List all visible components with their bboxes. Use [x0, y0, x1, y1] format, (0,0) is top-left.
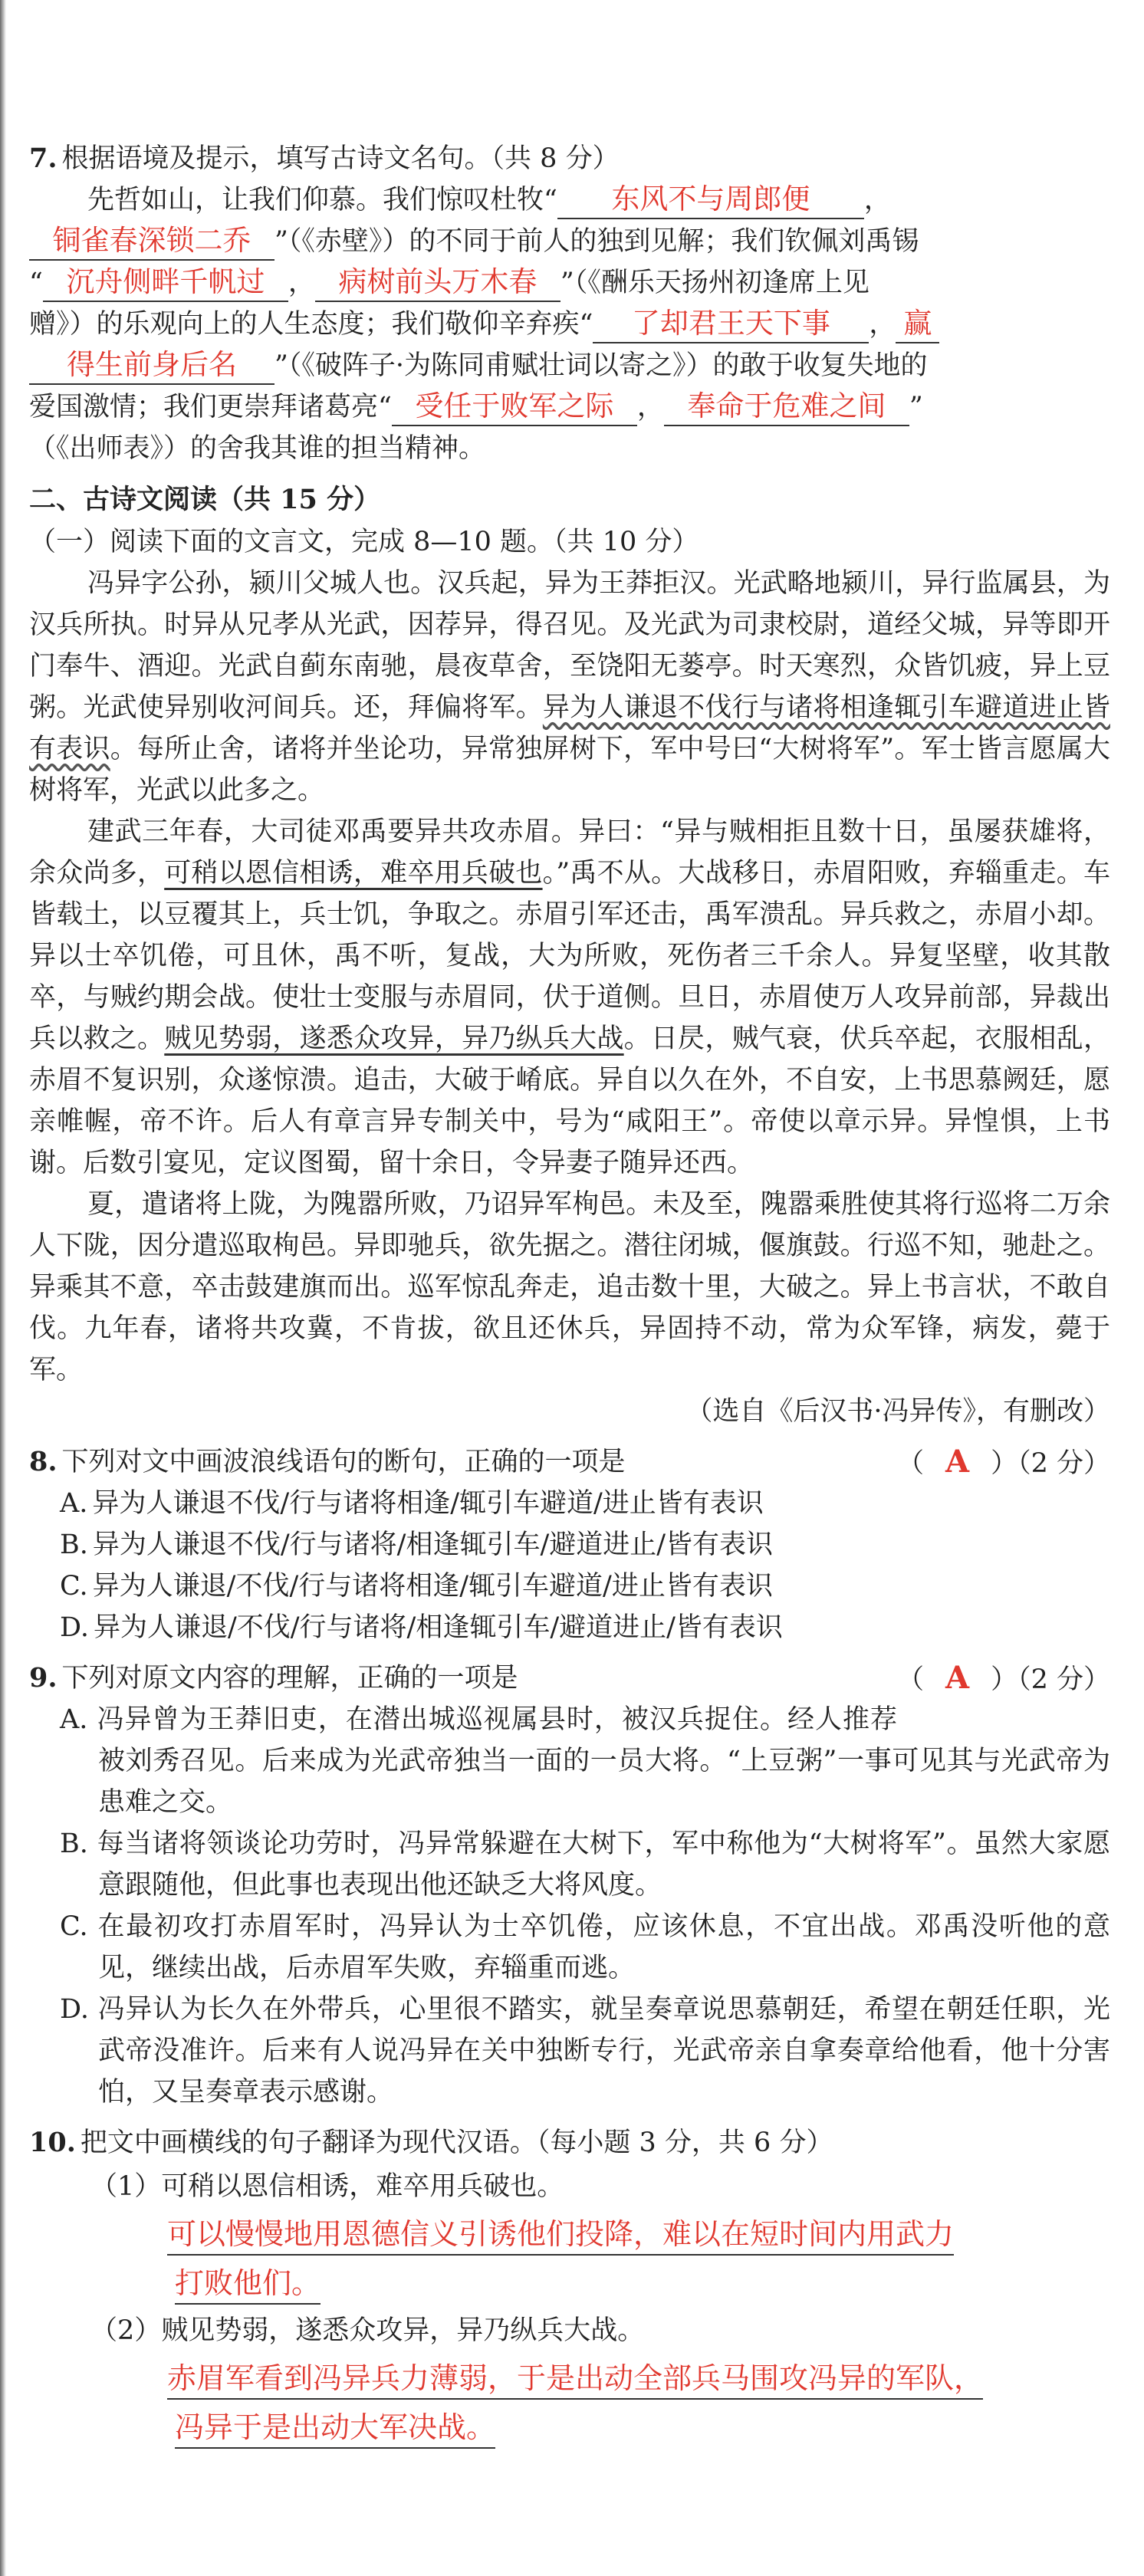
text-segment: ， [288, 268, 315, 298]
question-10 [29, 2122, 1110, 2452]
paren: ） [991, 1448, 1018, 1479]
translation-line: 打败他们。 [175, 2266, 321, 2305]
answer-blank: 病树前头万木春 [315, 264, 560, 302]
paren: （ [897, 1448, 925, 1479]
question-number: 9. [29, 1662, 58, 1694]
passage-paragraph: 夏，遣诸将上陇，为隗嚣所败，乃诏异军栒邑。未及至，隗嚣乘胜使其将行巡将二万余人下陇，因分遣巡取栒邑。异即驰兵，欲先据之。潜往闭城，偃旗鼓。行巡不知，驰赴之。异乘其不意，卒击鼓建旗而出。巡军惊乱奔走，追击数十里，大破之。异上书言状，不敢自伐。九年春，诸将共攻冀，不肯拔，欲且还休兵，异固持不动，常为众军锋，病发，薨于军。 [29, 1189, 1110, 1385]
underlined-sentence: 贼见势弱，遂悉众攻异，异乃纵兵大战 [164, 1024, 624, 1054]
option-text: 在最初攻打赤眉军时，冯异认为士卒饥倦，应该休息，不宜出战。邓禹没听他的意见，继续出战，后赤眉军失败，弃辎重而逃。 [97, 1911, 1110, 1983]
passage-text: 。每所止舍，诸将并坐论功，异常独屏树下，军中号曰“大树将军”。军士皆言愿属大树将军，光武以此多之。 [29, 734, 1110, 806]
option-label: A. [60, 1704, 88, 1735]
translation-line: 赤眉军看到冯异兵力薄弱，于是出动全部兵马围攻冯异的军队， [167, 2361, 983, 2400]
text-segment: 爱国激情；我们更崇拜诸葛亮“ [29, 392, 392, 422]
passage-text: 。”禹不从。大战移日，赤眉阳败，弃辎重走。车皆载土，以豆覆其上，兵士饥，争取之。赤眉引军还击，禹军溃乱。异兵救之，赤眉小却。异以士卒饥倦，可且休，禹不听，复战，大为所败，死伤者三千余人。异复坚壁，收其散卒，与贼约期会战。使壮士变服与赤眉同，伏于道侧。旦日，赤眉使万人攻异前部，异裁出兵以救之。 [29, 858, 1110, 1054]
answer-blank: 东风不与周郎便 [557, 181, 864, 219]
chosen-answer: A [945, 1660, 970, 1696]
answer-box [897, 1658, 1110, 1700]
option [29, 1989, 1110, 2113]
option-text: 异为人谦退不伐/行与诸将相逢/辄引车避道/进止皆有表识 [92, 1488, 764, 1519]
question-score: （2 分） [1017, 1664, 1110, 1695]
passage-text: 。日昃，贼气衰，伏兵卒起，衣服相乱，赤眉不复识别，众遂惊溃。追击，大破于崤底。异自以久在外，不自安，上书思慕阙廷，愿亲帷幄，帝不许。后人有章言异专制关中，号为“咸阳王”。帝使以章示异。异惶惧，上书谢。后数引宴见，定议图蜀，留十余日，令异妻子随异还西。 [29, 1024, 1110, 1178]
option-text: 冯异认为长久在外带兵，心里很不踏实，就呈奏章说思慕朝廷，希望在朝廷任职，光武帝没准许。后来有人说冯异在关中独断专行，光武帝亲自拿奏章给他看，他十分害怕，又呈奏章表示感谢。 [97, 1994, 1110, 2108]
text-segment: ”（《破阵子·为陈同甫赋壮词以寄之》）的敢于收复失地的 [274, 350, 928, 381]
text-segment: ， [863, 185, 891, 215]
translation-answer [29, 2210, 1110, 2308]
option [29, 1823, 1110, 1906]
text-segment: ” [909, 392, 923, 422]
sub-question-2: （2）贼见势弱，遂悉众攻异，异乃纵兵大战。 [90, 2315, 645, 2346]
option-label: A. [60, 1488, 88, 1519]
question-9 [29, 1658, 1110, 2113]
option-text: 每当诸将领谈论功劳时，冯异常躲避在大树下，军中称他为“大树将军”。虽然大家愿意跟随他，但此事也表现出他还缺乏大将风度。 [97, 1829, 1110, 1901]
question-number: 10. [29, 2127, 76, 2158]
paren: ） [991, 1664, 1018, 1695]
option-label: C. [60, 1571, 88, 1602]
question-number: 7. [29, 143, 58, 174]
worksheet-page [29, 138, 1110, 2461]
answer-blank: 赢 [896, 305, 939, 343]
passage-text: 建武三年春，大司徒邓禹要异共攻赤眉。异曰：“异与贼相拒且数十日，虽屡获雄将，余众尚多， [29, 816, 1110, 889]
answer-blank: 奉命于危难之间 [664, 388, 909, 426]
sub-question-1: （1）可稍以恩信相诱，难卒用兵破也。 [90, 2171, 564, 2202]
answer-box [897, 1441, 1110, 1484]
text-segment: 赠》）的乐观向上的人生态度；我们敬仰辛弃疾“ [29, 309, 593, 340]
answer-blank: 受任于败军之际 [392, 388, 637, 426]
option [29, 1906, 1110, 1989]
option-label: D. [60, 1612, 89, 1643]
option-text: 冯异曾为王莽旧吏，在潜出城巡视属县时，被汉兵捉住。经人推荐被刘秀召见。后来成为光武帝独当一面的一员大将。“上豆粥”一事可见其与光武帝为患难之交。 [97, 1704, 1110, 1818]
option [29, 1483, 1110, 1524]
option-label: B. [60, 1829, 88, 1859]
underlined-sentence: 可稍以恩信相诱，难卒用兵破也 [164, 858, 543, 889]
question-score: （2 分） [1017, 1448, 1110, 1479]
section-title: 二、古诗文阅读（共 15 分） [29, 484, 381, 515]
answer-blank: 铜雀春深锁二乔 [29, 222, 274, 261]
text-segment: （《出师表》）的舍我其谁的担当精神。 [29, 433, 486, 464]
page-binding-edge [0, 0, 6, 2576]
section-classical-reading [29, 478, 1110, 1432]
section-subtitle: （一）阅读下面的文言文，完成 8—10 题。（共 10 分） [29, 527, 699, 557]
option [29, 1566, 1110, 1607]
option [29, 1607, 1110, 1648]
option-label: D. [60, 1994, 89, 2025]
question-stem: 把文中画横线的句子翻译为现代汉语。（每小题 3 分，共 6 分） [80, 2128, 833, 2158]
paren: （ [897, 1664, 925, 1695]
question-number: 8. [29, 1446, 58, 1477]
answer-blank: 沉舟侧畔千帆过 [43, 264, 288, 302]
text-segment: ”（《酬乐天扬州初逢席上见 [560, 268, 870, 298]
option-text: 异为人谦退/不伐/行与诸将/相逢辄引车/避道进止/皆有表识 [93, 1612, 783, 1643]
answer-blank: 得生前身后名 [29, 347, 274, 385]
text-segment: ， [636, 392, 664, 422]
wavy-underlined-sentence: 异为人谦退不伐行与诸将相逢辄引车避道进止皆有表识 [29, 692, 1110, 764]
passage-paragraph [29, 563, 1110, 811]
passage-source: （选自《后汉书·冯异传》，有删改） [685, 1396, 1110, 1427]
option [29, 1524, 1110, 1566]
text-segment: 先哲如山，让我们仰慕。我们惊叹杜牧“ [87, 185, 557, 215]
option-text: 异为人谦退/不伐/行与诸将相逢/辄引车避道/进止皆有表识 [92, 1571, 773, 1602]
text-segment: ， [869, 309, 896, 340]
question-8 [29, 1441, 1110, 1648]
question-7 [29, 138, 1110, 469]
passage-text: 冯异字公孙，颍川父城人也。汉兵起，异为王莽拒汉。光武略地颍川，异行监属县，为汉兵所执。时异从兄孝从光武，因荐异，得召见。及光武为司隶校尉，道经父城，异等即开门奉牛、酒迎。光武自蓟东南驰，晨夜草舍，至饶阳无蒌亭。时天寒烈，众皆饥疲，异上豆粥。光武使异别收河间兵。还，拜偏将军。 [29, 568, 1110, 723]
option-label: C. [60, 1911, 88, 1942]
translation-line: 冯异于是出动大军决战。 [175, 2410, 495, 2449]
question-stem: 下列对原文内容的理解，正确的一项是 [61, 1663, 518, 1694]
question-stem: 根据语境及提示，填写古诗文名句。（共 8 分） [61, 143, 620, 174]
text-segment: “ [29, 268, 43, 298]
answer-blank: 了却君王天下事 [593, 305, 869, 343]
translation-line: 可以慢慢地用恩德信义引诱他们投降，难以在短时间内用武力 [167, 2217, 954, 2256]
translation-answer [29, 2354, 1110, 2452]
option [29, 1699, 1110, 1823]
chosen-answer: A [945, 1444, 970, 1480]
option-label: B. [60, 1530, 88, 1560]
text-segment: ”（《赤壁》）的不同于前人的独到见解；我们钦佩刘禹锡 [274, 226, 919, 257]
option-text: 异为人谦退不伐/行与诸将/相逢辄引车/避道进止/皆有表识 [92, 1530, 774, 1560]
passage-paragraph [29, 811, 1110, 1184]
question-stem: 下列对文中画波浪线语句的断句，正确的一项是 [61, 1447, 626, 1477]
